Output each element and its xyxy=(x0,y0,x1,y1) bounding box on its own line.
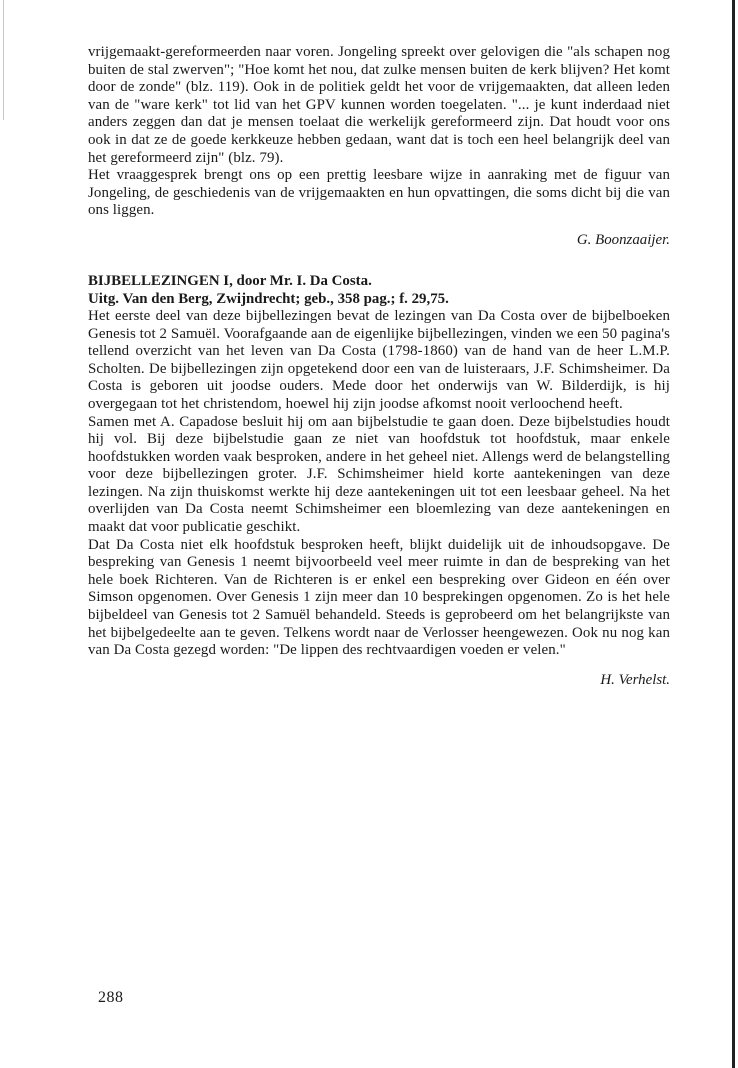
review2-paragraph-1: Het eerste deel van deze bijbellezingen bevat de lezingen van Da Costa over de bijbelboeken Genesis tot 2 Samuël. Voorafgaande aan de eigenlijke bijbellezingen, vinden we een 50 pagina's tellend overzicht van het leven van Da Costa (1798-1860) van de hand van de heer L.M.P. Scholten. De bijbellezingen zijn opgetekend door een van de luisteraars, J.F. Schimsheimer. Da Costa is geboren uit joodse ouders. Mede door het onderwijs van W. Bilderdijk, is hij overgegaan tot het christendom, hoewel hij zijn joodse afkomst nooit verloochend heeft. xyxy=(88,307,670,412)
review2-paragraph-2: Samen met A. Capadose besluit hij om aan bijbelstudie te gaan doen. Deze bijbelstudies houdt hij vol. Bij deze bijbelstudie gaan ze niet van hoofdstuk tot hoofdstuk, maar enkele hoofdstukken worden vaak besproken, andere in het geheel niet. Allengs werd de belangstelling voor deze bijbellezingen groter. J.F. Schimsheimer hield korte aantekeningen van deze lezingen. Na zijn thuiskomst werkte hij deze aantekeningen uit tot een leesbaar geheel. Na het overlijden van Da Costa neemt Schimsheimer een bloemlezing van deze aantekeningen en maakt dat voor publicatie geschikt. xyxy=(88,413,670,536)
review2-heading-title: BIJBELLEZINGEN I, door Mr. I. Da Costa. xyxy=(88,272,372,289)
review1-paragraph-1: vrijgemaakt-gereformeerden naar voren. Jongeling spreekt over gelovigen die "als schapen nog buiten de stal zwerven"; "Hoe komt het nou, dat zulke mensen buiten de kerk blijven? Het komt door de zonde" (blz. 119). Ook in de politiek geldt het voor de vrijgemaakten, dat alleen leden van de "ware kerk" tot lid van het GPV kunnen worden toegelaten. "... je kunt inderdaad niet anders zeggen dan dat je mensen toelaat die werkelijk gereformeerd zijn. Dat houdt voor ons ook in dat ze de goede kerkkeuze hebben gedaan, want dat is toch een heel belangrijk deel van het gereformeerd zijn" (blz. 79). xyxy=(88,44,670,166)
review1-paragraph-2: Het vraaggesprek brengt ons op een prettig leesbare wijze in aanraking met de figuur van Jongeling, de geschiedenis van de vrijgemaakten en hun opvattingen, die soms dicht bij die van ons liggen. xyxy=(88,167,670,219)
review2-paragraph-3: Dat Da Costa niet elk hoofdstuk besproken heeft, blijkt duidelijk uit de inhoudsopgave. De bespreking van Genesis 1 neemt bijvoorbeeld veel meer ruimte in dan de bespreking van het hele boek Richteren. Van de Richteren is er enkel een bespreking over Gideon en één over Simson opgenomen. Over Genesis 1 zijn meer dan 10 besprekingen opgenomen. Zo is het hele bijbeldeel van Genesis tot 2 Samuël behandeld. Steeds is geprobeerd om het belangrijkste van het bijbelgedeelte aan te geven. Telkens wordt naar de Verlosser heengewezen. Ook nu nog kan van Da Costa gezegd worden: "De lippen des rechtvaardigen voeden er velen." xyxy=(88,536,670,659)
page-number: 288 xyxy=(98,989,124,1006)
review2-signature: H. Verhelst. xyxy=(600,671,670,688)
page-body xyxy=(88,44,670,689)
review-bijbellezingen xyxy=(88,272,670,689)
review-jongeling xyxy=(88,44,670,249)
review1-signature: G. Boonzaaijer. xyxy=(576,231,670,248)
scan-edge-right xyxy=(732,0,735,1068)
scan-edge-left xyxy=(3,0,4,120)
review2-heading-publisher: Uitg. Van den Berg, Zwijndrecht; geb., 358 pag.; f. 29,75. xyxy=(88,290,449,307)
